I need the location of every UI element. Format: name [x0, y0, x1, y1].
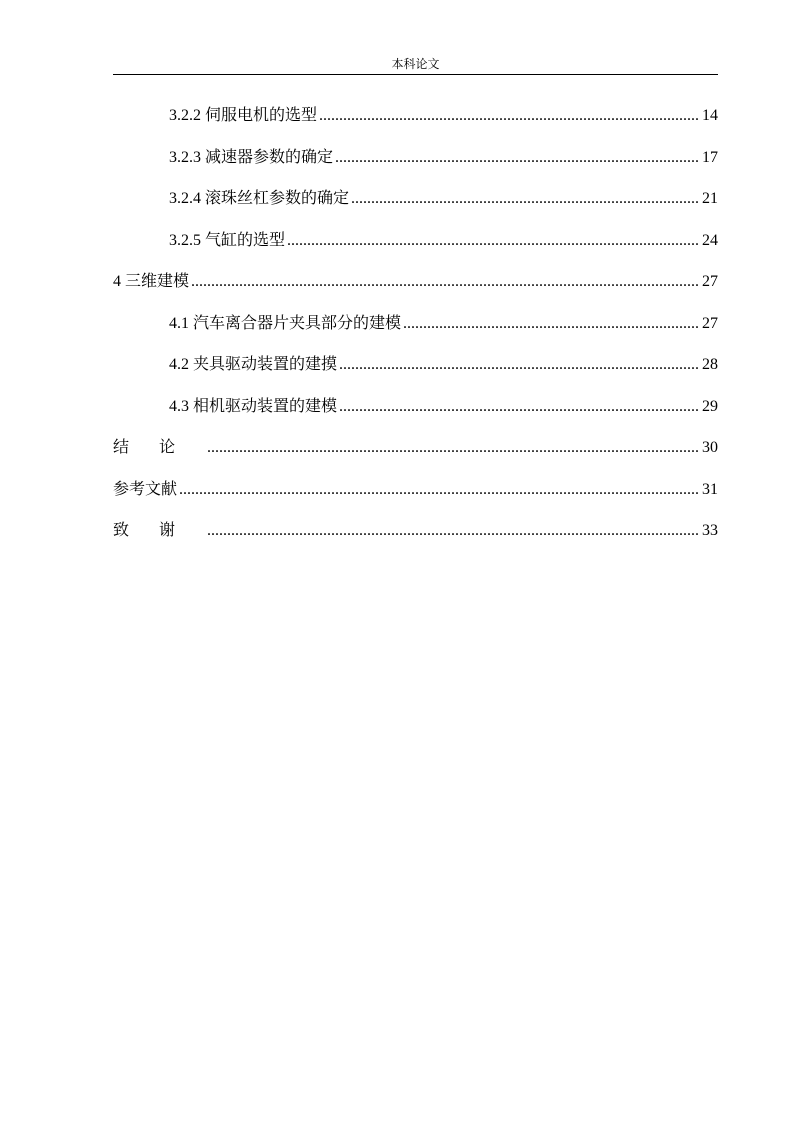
toc-leader-dots [339, 396, 700, 418]
toc-leader-dots [335, 147, 700, 169]
toc-entry-label: 3.2.2 伺服电机的选型 [169, 107, 318, 124]
toc-entry-label: 4.3 相机驱动装置的建模 [169, 398, 338, 415]
toc-entry-page: 28 [702, 356, 718, 373]
toc-entry-page: 33 [702, 522, 718, 539]
toc-entry-page: 29 [702, 398, 718, 415]
toc-leader-dots [403, 313, 700, 335]
toc-entry-4[interactable] [113, 271, 718, 293]
toc-leader-dots [319, 105, 700, 127]
toc-leader-dots [179, 479, 700, 501]
toc-entry-4-3[interactable] [169, 396, 718, 418]
toc-leader-dots [207, 520, 700, 542]
toc-entry-3-2-3[interactable] [169, 147, 718, 169]
toc-entry-page: 31 [702, 481, 718, 498]
toc-entry-page: 24 [702, 232, 718, 249]
toc-leader-dots [339, 354, 700, 376]
toc-leader-dots [287, 230, 700, 252]
toc-entry-page: 30 [702, 439, 718, 456]
toc-entry-conclusion[interactable] [113, 437, 718, 459]
toc-entry-page: 21 [702, 190, 718, 207]
toc-entry-3-2-4[interactable] [169, 188, 718, 210]
toc-entry-4-1[interactable] [169, 313, 718, 335]
toc-leader-dots [351, 188, 700, 210]
toc-entry-3-2-2[interactable] [169, 105, 718, 127]
toc-entry-label: 3.2.3 减速器参数的确定 [169, 149, 334, 166]
toc-entry-label: 参考文献 [113, 481, 178, 498]
toc-entry-label: 4 三维建模 [113, 273, 190, 290]
toc-entry-acknowledgements[interactable] [113, 520, 718, 542]
toc-entry-label: 3.2.5 气缸的选型 [169, 232, 286, 249]
toc-entry-label: 致谢 [113, 522, 206, 539]
toc-entry-label: 4.1 汽车离合器片夹具部分的建模 [169, 315, 402, 332]
toc-entry-page: 17 [702, 149, 718, 166]
toc-entry-page: 27 [702, 315, 718, 332]
toc-leader-dots [207, 437, 700, 459]
toc-entry-page: 27 [702, 273, 718, 290]
toc-entry-3-2-5[interactable] [169, 230, 718, 252]
toc-entry-references[interactable] [113, 479, 718, 501]
toc-leader-dots [191, 271, 700, 293]
toc-entry-label: 3.2.4 滚珠丝杠参数的确定 [169, 190, 350, 207]
toc-entry-4-2[interactable] [169, 354, 718, 376]
toc-entry-label: 4.2 夹具驱动装置的建摸 [169, 356, 338, 373]
toc-entry-label: 结论 [113, 439, 206, 456]
page-header: 本科论文 [391, 57, 440, 71]
toc-entry-page: 14 [702, 107, 718, 124]
